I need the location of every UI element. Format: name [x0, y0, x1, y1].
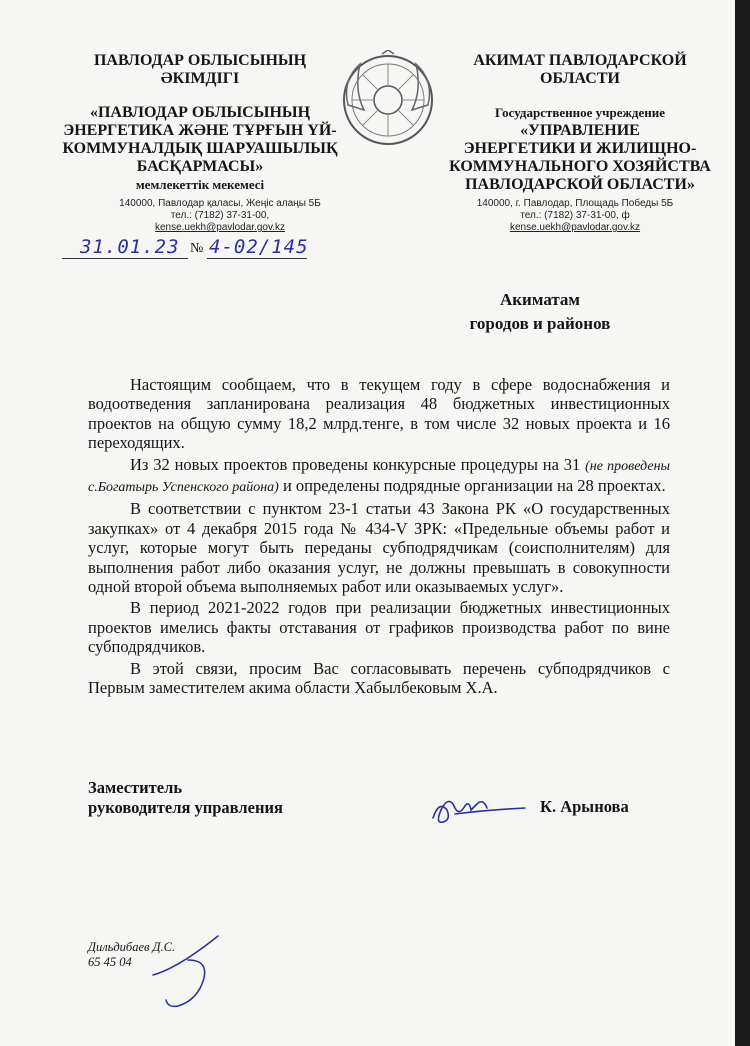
header-left: [55, 52, 345, 194]
executor-name: Дильдибаев Д.С.: [88, 940, 176, 954]
addressee-line2: городов и районов: [469, 314, 611, 333]
header-right: [445, 52, 715, 194]
address-right-line2: тел.: (7182) 37-31-00, ф: [520, 210, 630, 221]
handwritten-signature-icon: [425, 780, 530, 830]
header-right-dept-line2: ЭНЕРГЕТИКИ И ЖИЛИЩНО-: [463, 140, 697, 157]
signatory-title: [88, 778, 283, 818]
registration-number-underline: [207, 258, 307, 259]
address-left-email[interactable]: kense.uekh@pavlodar.gov.kz: [154, 222, 286, 233]
address-right: [455, 198, 695, 234]
registration-date: 31.01.23: [80, 236, 180, 258]
header-left-dept-line4: БАСҚАРМАСЫ»: [136, 158, 264, 175]
header-right-dept-line4: ПАВЛОДАРСКОЙ ОБЛАСТИ»: [465, 176, 695, 193]
paragraph-2-start: Из 32 новых проектов проведены конкурсные процедуры на 31: [130, 454, 581, 474]
signatory-title-line2: руководителя управления: [88, 798, 283, 817]
paragraph-2-note: (не проведены с.Богатырь Успенского района): [88, 458, 670, 496]
header-left-dept-line2: ЭНЕРГЕТИКА ЖӘНЕ ТҰРҒЫН ҮЙ-: [63, 122, 337, 139]
registration-number: 4-02/145: [209, 236, 309, 258]
address-left: [95, 198, 345, 234]
registration-no-sign: №: [190, 241, 204, 256]
header-left-dept-line1: «ПАВЛОДАР ОБЛЫСЫНЫҢ: [89, 104, 311, 121]
header-left-org-line2: ӘКІМДІГІ: [160, 70, 240, 87]
header-left-org-line1: ПАВЛОДАР ОБЛЫСЫНЫҢ: [93, 52, 307, 69]
header-left-type: мемлекеттік мекемесі: [135, 177, 265, 192]
registration-line: [62, 233, 312, 263]
paragraph-1: Настоящим сообщаем, что в текущем году в сфере водоснабжения и водоотведения запланирована реализация 48 бюджетных инвестиционных проектов на общую сумму 18,2 млрд.тенге, в том числе 32 новых проекта и 16 переходящих.: [88, 375, 670, 453]
header-right-org-line1: АКИМАТ ПАВЛОДАРСКОЙ: [473, 52, 687, 69]
signatory-title-line1: Заместитель: [88, 778, 183, 797]
paragraph-5: В этой связи, просим Вас согласовывать перечень субподрядчиков с Первым заместителем акима области Хабылбековым Х.А.: [88, 658, 670, 698]
addressee: [440, 288, 640, 336]
address-right-line1: 140000, г. Павлодар, Площадь Победы 5Б: [476, 198, 674, 209]
letter-body: [88, 375, 670, 700]
address-left-line1: 140000, Павлодар қаласы, Жеңіс алаңы 5Б: [119, 198, 321, 209]
handwritten-initial-icon: [148, 930, 238, 1010]
header-right-dept-line1: «УПРАВЛЕНИЕ: [520, 122, 640, 139]
signatory-name: К. Арынова: [540, 797, 629, 816]
header-right-dept-line3: КОММУНАЛЬНОГО ХОЗЯЙСТВА: [449, 158, 711, 175]
header-left-dept-line3: КОММУНАЛДЫҚ ШАРУАШЫЛЫҚ: [62, 140, 338, 157]
state-emblem-icon: [338, 50, 438, 150]
address-right-email[interactable]: kense.uekh@pavlodar.gov.kz: [509, 222, 641, 233]
paragraph-4: В период 2021-2022 годов при реализации бюджетных инвестиционных проектов имелись факты отставания от графиков производства работ по вине субподрядчиков.: [88, 598, 670, 657]
executor-phone: 65 45 04: [88, 955, 132, 969]
paragraph-2: [88, 455, 670, 498]
registration-date-underline: [62, 258, 188, 259]
header-right-org-line2: ОБЛАСТИ: [540, 70, 620, 87]
addressee-line1: Акиматам: [499, 290, 581, 309]
header-right-type: Государственное учреждение: [494, 105, 665, 120]
address-left-line2: тел.: (7182) 37-31-00,: [170, 210, 270, 221]
paragraph-3: В соответствии с пунктом 23-1 статьи 43 Закона РК «О государственных закупках» от 4 декабря 2015 года № 434-V ЗРК: «Предельные объемы работ и услуг, которые могут быть переданы субподрядчикам (соисполнителям) для выполнения работ либо оказания услуг, не должны превышать в совокупности одной второй объема выполняемых работ или оказываемых услуг».: [88, 499, 670, 597]
paragraph-2-end: и определены подрядные организации на 28 проектах.: [282, 476, 666, 496]
